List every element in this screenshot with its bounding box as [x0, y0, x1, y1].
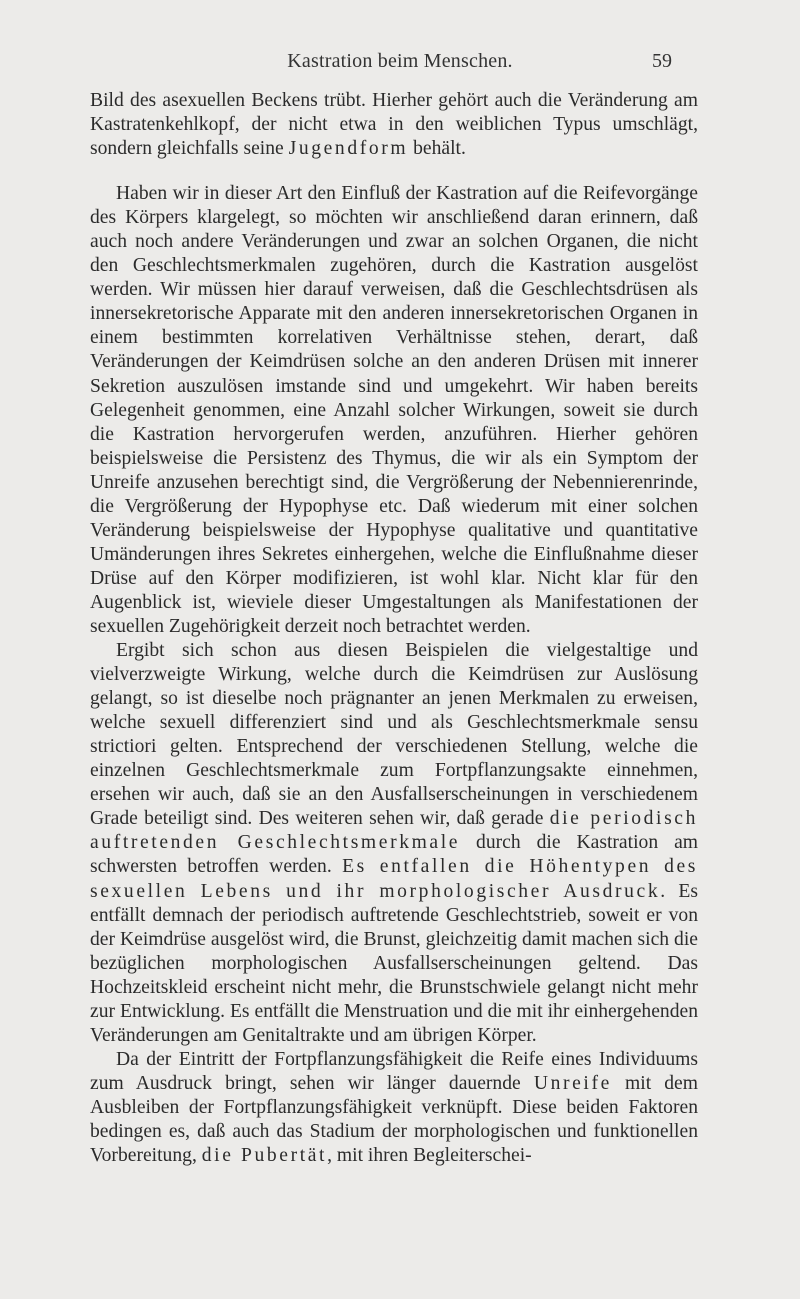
emphasized-text: Unreife [533, 1072, 612, 1094]
emphasized-text: die Pubertät [201, 1145, 328, 1167]
paragraph-text: , mit ihren Begleiterschei- [327, 1145, 532, 1167]
paragraph-text: Bild des asexuellen Beckens trübt. Hierher gehört auch die Veränderung am Kastratenkehlkopf, der nicht etwa in den weiblichen Typus umschlägt, sondern gleichfalls seine [90, 90, 698, 160]
emphasized-text: Jugendform [288, 138, 409, 160]
paragraph-text: Haben wir in dieser Art den Einfluß der Kastration auf die Reifevorgänge des Körpers klargelegt, so möchten wir anschließend daran erinnern, daß auch noch andere Veränderungen und zwar an solchen Organen, die nicht den Geschlechtsmerkmalen zugehören, durch die Kastration ausgelöst werden. Wir müssen hier darauf verweisen, daß die Geschlechtsdrüsen als innersekretorische Apparate mit den anderen innersekretorischen Organen in einem bestimmten korrelativen Verhältnisse stehen, derart, daß Veränderungen der Keimdrüsen solche an den anderen Drüsen mit innerer Sekretion auszulösen imstande sind und umgekehrt. Wir haben bereits Gelegenheit genommen, eine Anzahl solcher Wirkungen, soweit sie durch die Kastration hervorgerufen werden, anzuführen. Hierher gehören beispielsweise die Persistenz des Thymus, die wir als ein Symptom der Unreife anzusehen berechtigt sind, die Vergrößerung der Nebennierenrinde, die Vergrößerung der Hypophyse etc. Daß wiederum mit einer solchen Veränderung beispielsweise der Hypophyse qualitative und quantitative Umänderungen ihres Sekretes einhergehen, welche die Einflußnahme dieser Drüse auf den Körper modifizieren, ist wohl klar. Nicht klar für den Augenblick ist, wieviele dieser Umgestaltungen als Manifestationen der sexuellen Zugehörigkeit derzeit noch betrachtet werden. [90, 183, 698, 637]
paragraph-1 [90, 89, 698, 161]
body-text [90, 89, 698, 1168]
paragraph-text: mit dem Ausbleiben der Fortpflanzungsfähigkeit verknüpft. Diese beiden Faktoren bedingen es, daß auch das Stadium der morphologischen und funktionellen Vorbereitung, [90, 1072, 698, 1167]
paragraph-text: Es entfällt demnach der periodisch auftretende Geschlechtstrieb, soweit er von der Keimdrüse ausgelöst wird, die Brunst, gleichzeitig damit machen sich die bezüglichen morphologischen Ausfallserscheinungen geltend. Das Hochzeitskleid erscheint nicht mehr, die Brunstschwiele gelangt nicht mehr zur Entwicklung. Es entfällt die Menstruation und die mit ihr einhergehenden Veränderungen am Genitaltrakte und am übrigen Körper. [90, 880, 698, 1046]
paragraph-text: Ergibt sich schon aus diesen Beispielen die vielgestaltige und vielverzweigte Wirkung, welche durch die Keimdrüsen zur Auslösung gelangt, so ist dieselbe noch prägnanter an jenen Merkmalen zu erweisen, welche sexuell differenziert sind und als Geschlechtsmerkmale sensu strictiori gelten. Entsprechend der verschiedenen Stellung, welche die einzelnen Geschlechtsmerkmale zum Fortpflanzungsakte einnehmen, ersehen wir auch, daß sie an den Ausfallserscheinungen in verschiedenem Grade beteiligt sind. Des weiteren sehen wir, daß gerade [90, 640, 698, 830]
paragraph-text: Da der Eintritt der Fortpflanzungsfähigkeit die Reife eines Individuums zum Ausdruck bringt, sehen wir länger dauernde [90, 1048, 698, 1094]
paragraph-3 [90, 639, 698, 1048]
page-header [0, 50, 800, 74]
paragraph-text: behält. [408, 138, 466, 160]
paragraph-text: durch die Kastration am schwersten betroffen werden. [90, 832, 699, 878]
emphasized-text: die periodisch auftretenden Geschlechtsmerkmale [90, 808, 699, 854]
paragraph-4 [90, 1048, 698, 1168]
running-title: Kastration beim Menschen. [287, 50, 513, 72]
page-number: 59 [652, 50, 672, 72]
emphasized-text: Es entfallen die Höhentypen des sexuellen Lebens und ihr morphologischer Ausdruck. [90, 856, 698, 902]
paragraph-2 [90, 182, 698, 639]
